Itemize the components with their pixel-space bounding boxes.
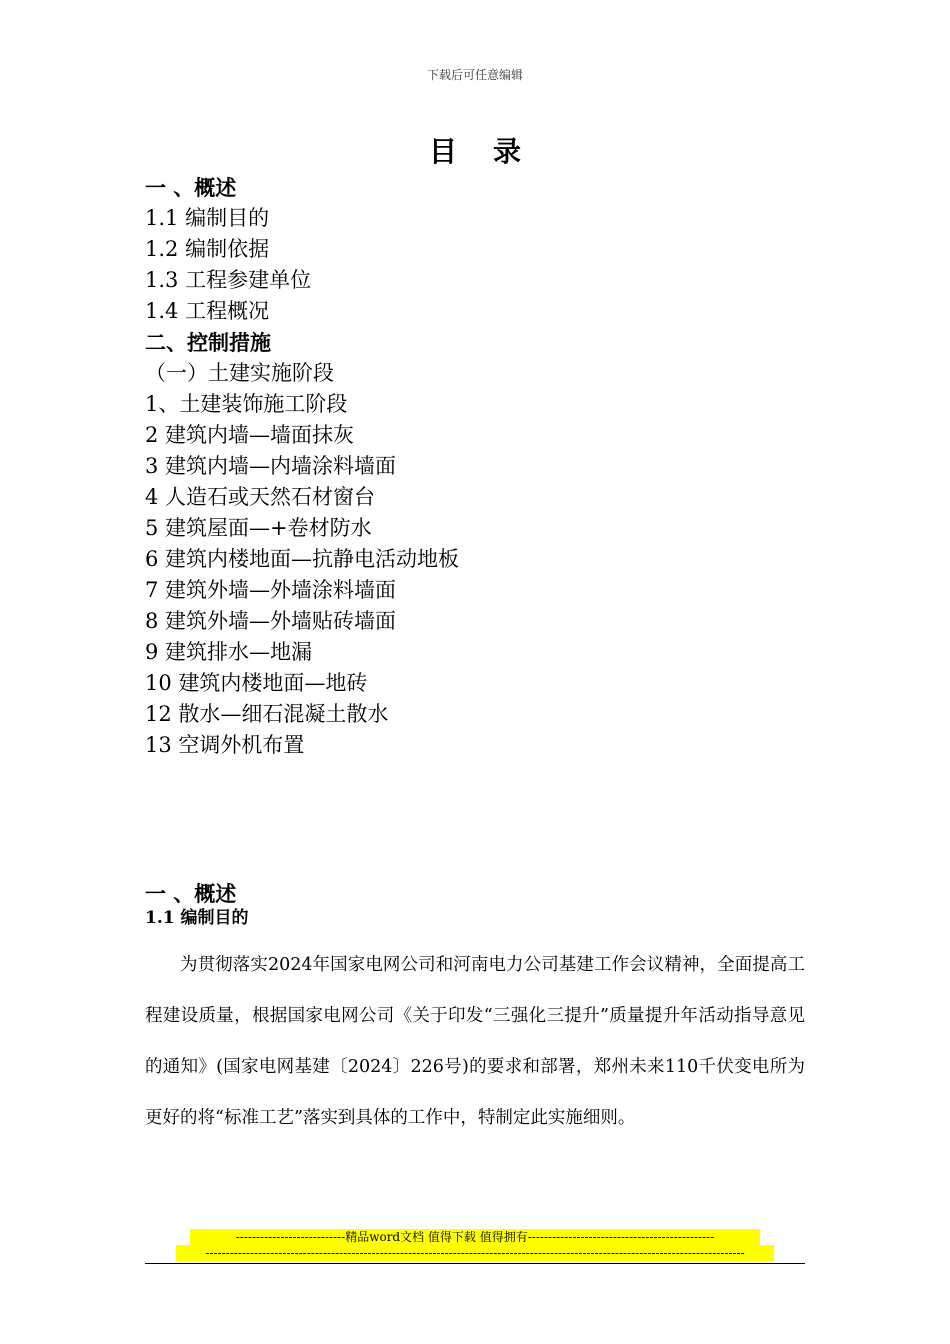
- toc-item: 10 建筑内楼地面—地砖: [145, 671, 368, 695]
- toc-item: 4 人造石或天然石材窗台: [145, 485, 376, 509]
- toc-item: 3 建筑内墙—内墙涂料墙面: [145, 454, 397, 478]
- toc-item: 6 建筑内楼地面—抗静电活动地板: [145, 547, 460, 571]
- toc-item: 9 建筑排水—地漏: [145, 640, 313, 664]
- footer-rule: [145, 1263, 805, 1264]
- toc-item: 1.2 编制依据: [145, 237, 270, 261]
- toc-item: 一 、概述: [145, 175, 237, 200]
- section-title: 一 、概述: [145, 881, 237, 906]
- body-paragraph: 为贯彻落实2024年国家电网公司和河南电力公司基建工作会议精神，全面提高工程建设质量，根据国家电网公司《关于印发“三强化三提升”质量提升年活动指导意见的通知》(国家电网基建〔2024〕226号)的要求和部署，郑州未来110千伏变电所为更好的将“标准工艺”落实到具体的工作中，特制定此实施细则。: [145, 955, 805, 1128]
- toc-item: 1.3 工程参建单位: [145, 268, 312, 292]
- toc-item: 1.1 编制目的: [145, 206, 270, 230]
- toc-item: （一）土建实施阶段: [145, 361, 334, 385]
- toc-item: 8 建筑外墙—外墙贴砖墙面: [145, 609, 397, 633]
- toc-item: 1、土建装饰施工阶段: [145, 392, 348, 416]
- subsection-title: 1.1 编制目的: [145, 908, 249, 928]
- toc-item: 2 建筑内墙—墙面抹灰: [145, 423, 355, 447]
- toc-list: [145, 172, 805, 761]
- toc-item: 二、控制措施: [145, 330, 271, 355]
- toc-item: 12 散水—细石混凝土散水: [145, 702, 389, 726]
- toc-item: 5 建筑屋面—+卷材防水: [145, 516, 372, 540]
- footer-banner: ---------------------------精品word文档 值得下载 值得拥有----------------------------------------------: [190, 1229, 760, 1245]
- toc-title: 目录: [428, 135, 557, 168]
- toc-item: 13 空调外机布置: [145, 733, 305, 757]
- toc-item: 7 建筑外墙—外墙涂料墙面: [145, 578, 397, 602]
- page-header: 下载后可任意编辑: [426, 68, 523, 82]
- footer-banner-dashes: -------------------------------------------------------------------------------------------------------------------------------------: [176, 1245, 774, 1261]
- toc-item: 1.4 工程概况: [145, 299, 270, 323]
